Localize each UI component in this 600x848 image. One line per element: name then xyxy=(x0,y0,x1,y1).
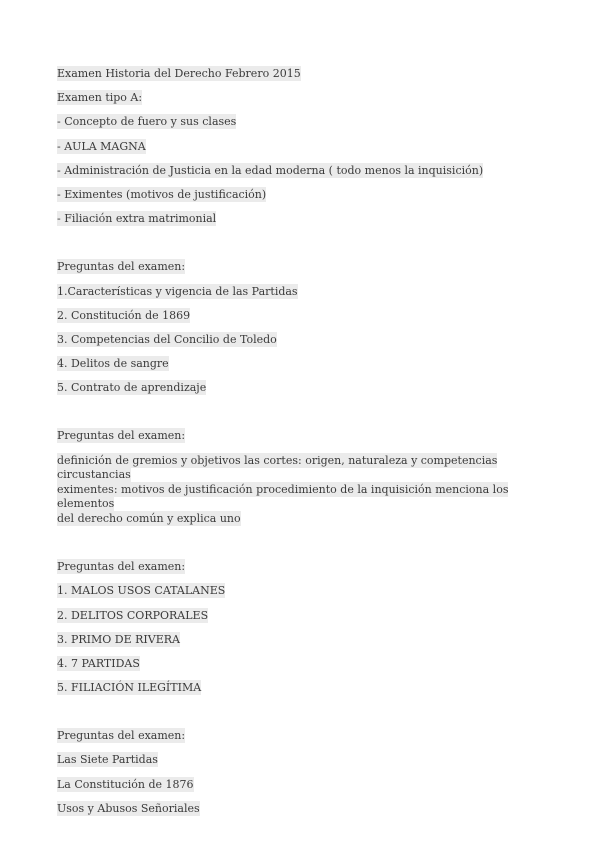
list-item: Usos y Abusos Señoriales xyxy=(57,801,200,815)
list-item: - Concepto de fuero y sus clases xyxy=(57,115,237,129)
list-item: 3. PRIMO DE RIVERA xyxy=(57,632,180,646)
list-item: 1.Características y vigencia de las Partidas xyxy=(57,284,298,298)
document-title: Examen Historia del Derecho Febrero 2015 xyxy=(57,67,301,80)
list-item: - Eximentes (motivos de justificación) xyxy=(57,187,267,201)
spacer xyxy=(57,236,547,260)
list-item: 5. Contrato de aprendizaje xyxy=(57,381,207,395)
list-item: 4. 7 PARTIDAS xyxy=(57,656,140,670)
list-item: 5. FILIACIÓN ILEGÍTIMA xyxy=(57,681,202,695)
list-item: 4. Delitos de sangre xyxy=(57,357,169,371)
section-heading: Preguntas del examen: xyxy=(57,729,186,743)
list-item: Las Siete Partidas xyxy=(57,753,158,767)
paragraph: definición de gremios y objetivos las cortes: origen, naturaleza y competencias circustancias eximentes: motivos de justificación procedimiento de la inquisición menciona los elementos del derecho común y explica uno xyxy=(57,453,509,525)
spacer xyxy=(57,705,547,729)
section-heading: Preguntas del examen: xyxy=(57,260,186,274)
spacer xyxy=(57,536,547,560)
spacer xyxy=(57,405,547,429)
list-item: - Administración de Justicia en la edad moderna ( todo menos la inquisición) xyxy=(57,163,484,177)
list-item: 2. DELITOS CORPORALES xyxy=(57,608,209,622)
exam-type-label: Examen tipo A: xyxy=(57,91,143,105)
section-heading: Preguntas del examen: xyxy=(57,429,186,443)
list-item: - AULA MAGNA xyxy=(57,139,146,153)
list-item: La Constitución de 1876 xyxy=(57,777,194,791)
list-item: 2. Constitución de 1869 xyxy=(57,308,191,322)
section-heading: Preguntas del examen: xyxy=(57,560,186,574)
list-item: 1. MALOS USOS CATALANES xyxy=(57,584,226,598)
list-item: 3. Competencias del Concilio de Toledo xyxy=(57,332,277,346)
document-body xyxy=(57,67,547,826)
list-item: - Filiación extra matrimonial xyxy=(57,212,217,226)
